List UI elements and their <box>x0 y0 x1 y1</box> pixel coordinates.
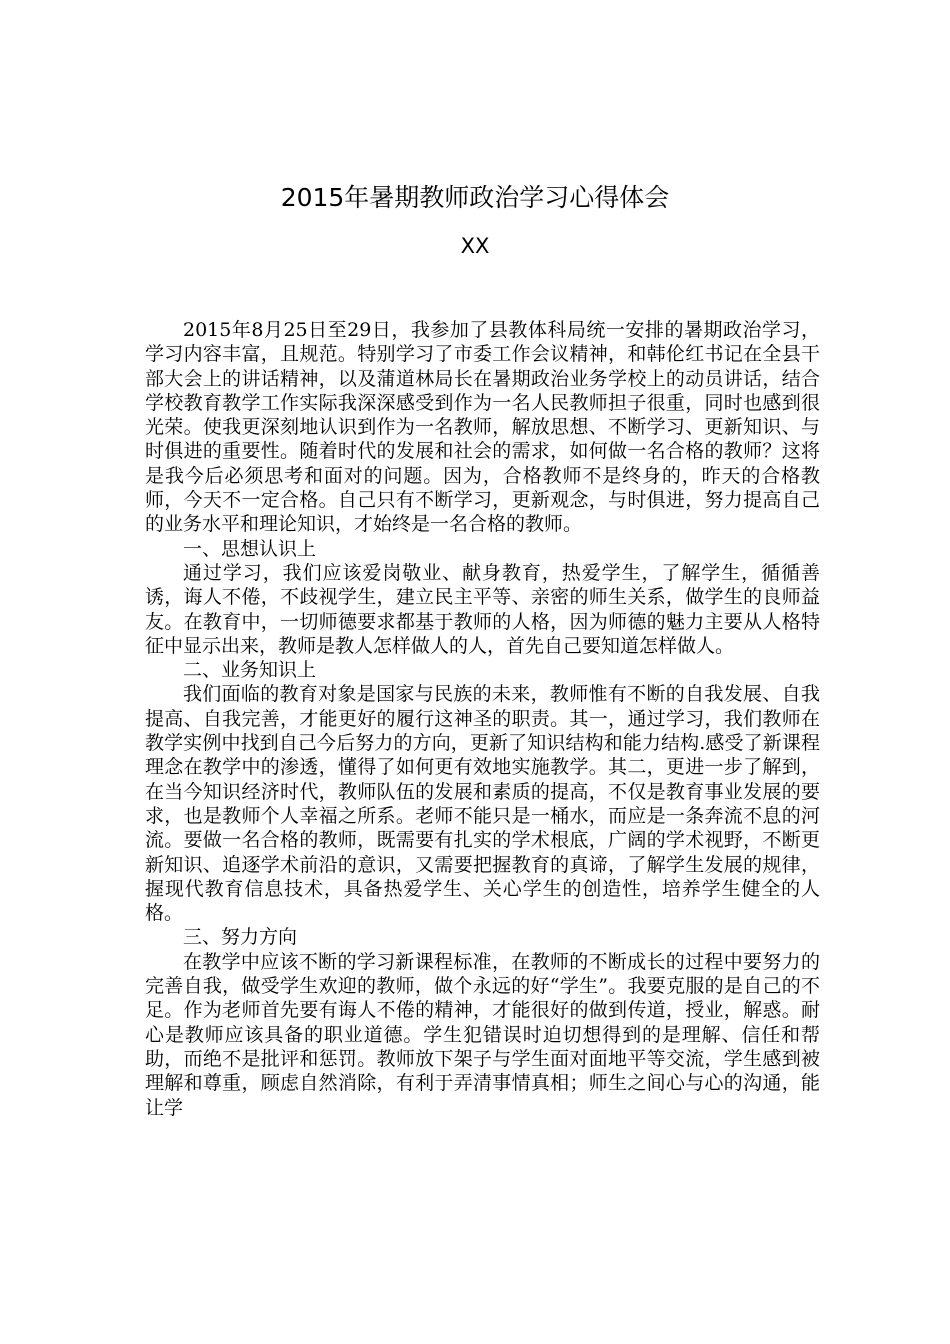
document-author: XX <box>460 234 490 258</box>
document-title: 2015年暑期教师政治学习心得体会 <box>280 183 670 212</box>
section-heading-2: 二、业务知识上 <box>183 659 317 682</box>
paragraph-intro: 2015年8月25日至29日，我参加了县教体科局统一安排的暑期政治学习，学习内容丰富，且规范。特别学习了市委工作会议精神，和韩伦红书记在全县干部大会上的讲话精神，以及蒲道林局长在暑期政治业务学校上的动员讲话，结合学校教育教学工作实际我深深感受到作为一名人民教师担子很重，同时也感到很光荣。使我更深刻地认识到作为一名教师，解放思想、不断学习、更新知识、与时俱进的重要性。随着时代的发展和社会的需求，如何做一名合格的教师？这将是我今后必须思考和面对的问题。因为，合格教师不是终身的，昨天的合格教师，今天不一定合格。自己只有不断学习，更新观念，与时俱进，努力提高自己的业务水平和理论知识，才始终是一名合格的教师。 <box>145 319 820 536</box>
paragraph-section-1: 通过学习，我们应该爱岗敬业、献身教育，热爱学生，了解学生，循循善诱，诲人不倦，不歧视学生，建立民主平等、亲密的师生关系，做学生的良师益友。在教育中，一切师德要求都基于教师的人格，因为师德的魅力主要从人格特征中显示出来，教师是教人怎样做人的人，首先自己要知道怎样做人。 <box>145 561 820 657</box>
paragraph-section-3: 在教学中应该不断的学习新课程标准，在教师的不断成长的过程中要努力的完善自我，做受学生欢迎的教师，做个永远的好“学生”。我要克服的是自己的不足。作为老师首先要有诲人不倦的精神，才能很好的做到传道，授业，解惑。耐心是教师应该具备的职业道德。学生犯错误时迫切想得到的是理解、信任和帮助，而绝不是批评和惩罚。教师放下架子与学生面对面地平等交流，学生感到被理解和尊重，顾虑自然消除，有利于弄清事情真相；师生之间心与心的沟通，能让学 <box>145 950 820 1119</box>
document-body <box>145 318 820 1120</box>
section-heading-3: 三、努力方向 <box>183 926 298 949</box>
paragraph-section-2: 我们面临的教育对象是国家与民族的未来，教师惟有不断的自我发展、自我提高、自我完善，才能更好的履行这神圣的职责。其一，通过学习，我们教师在教学实例中找到自己今后努力的方向，更新了知识结构和能力结构.感受了新课程理念在教学中的渗透，懂得了如何更有效地实施教学。其二，更进一步了解到，在当今知识经济时代，教师队伍的发展和素质的提高，不仅是教育事业发展的要求，也是教师个人幸福之所系。老师不能只是一桶水，而应是一条奔流不息的河流。要做一名合格的教师，既需要有扎实的学术根底，广阔的学术视野，不断更新知识、追逐学术前沿的意识，又需要把握教育的真谛，了解学生发展的规律，握现代教育信息技术，具备热爱学生、关心学生的创造性，培养学生健全的人格。 <box>145 683 820 925</box>
section-heading-1: 一、思想认识上 <box>183 537 317 560</box>
